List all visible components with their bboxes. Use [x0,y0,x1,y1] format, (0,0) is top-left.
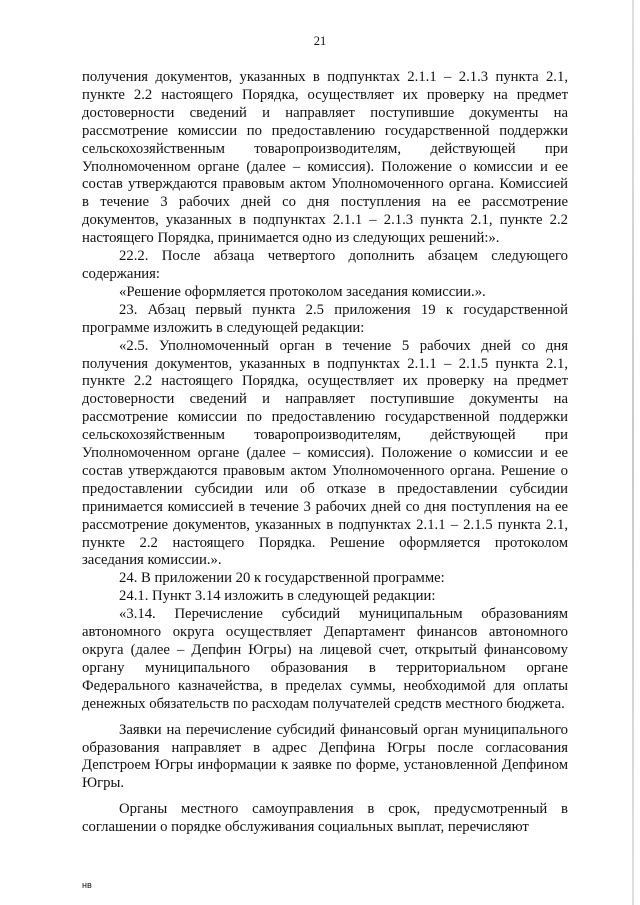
footer-initials: нв [82,880,92,890]
paragraph-continuation: получения документов, указанных в подпунктах 2.1.1 – 2.1.3 пункта 2.1, пункте 2.2 настоящего Порядка, осуществляет их проверку на предмет достоверности сведений и направляет поступившие документы на рассмотрение комиссии по предоставлению государственной поддержки сельскохозяйственным товаропроизводителям, действующей при Уполномоченном органе (далее – комиссия). Положение о комиссии и ее состав утверждаются правовым актом Уполномоченного органа. Комиссией в течение 3 рабочих дней со дня поступления на ее рассмотрение документов, указанных в подпунктах 2.1.1 – 2.1.3 пункта 2.1, пункте 2.2 настоящего Порядка, принимается одно из следующих решений:». [82,69,568,247]
paragraph-quote-decision: «Решение оформляется протоколом заседания комиссии.». [119,283,486,300]
paragraph-requests: Заявки на перечисление субсидий финансовый орган муниципального образования направляет в адрес Депфина Югры после согласования Депстроем Югры информации к заявке по форме, установленной Депфином Югры. [82,721,568,792]
document-body [82,69,568,837]
paragraph-22-2: 22.2. После абзаца четвертого дополнить абзацем следующего содержания: [82,248,568,282]
scan-edge-shadow [632,0,634,905]
paragraph-local-authorities: Органы местного самоуправления в срок, предусмотренный в соглашении о порядке обслуживания социальных выплат, перечисляют [82,801,568,836]
paragraph-23: 23. Абзац первый пункта 2.5 приложения 19 к государственной программе изложить в следующей редакции: [82,301,568,336]
paragraph-2-5: «2.5. Уполномоченный орган в течение 5 рабочих дней со дня получения документов, указанных в подпунктах 2.1.1 – 2.1.5 пункта 2.1, пункте 2.2 настоящего Порядка, осуществляет их проверку на предмет достоверности сведений и направляет поступившие документы на рассмотрение комиссии по предоставлению государственной поддержки сельскохозяйственным товаропроизводителям, действующей при Уполномоченном органе (далее – комиссия). Положение о комиссии и ее состав утверждаются правовым актом Уполномоченного органа. Решение о предоставлении субсидии или об отказе в предоставлении субсидии принимается комиссией в течение 3 рабочих дней со дня поступления на ее рассмотрение документов, указанных в подпунктах 2.1.1 – 2.1.5 пункта 2.1, пункте 2.2 настоящего Порядка. Решение оформляется протоколом заседания комиссии.». [82,337,568,569]
paragraph-24-1: 24.1. Пункт 3.14 изложить в следующей редакции: [119,588,436,605]
page-number: 21 [313,34,327,48]
paragraph-3-14: «3.14. Перечисление субсидий муниципальным образованиям автономного округа осуществляет Департамент финансов автономного округа (далее – Депфин Югры) на лицевой счет, открытый финансовому органу муниципального образования в территориальном органе Федерального казначейства, в пределах суммы, необходимой для оплаты денежных обязательств по расходам получателей средств местного бюджета. [82,606,568,712]
paragraph-24: 24. В приложении 20 к государственной программе: [119,570,445,587]
